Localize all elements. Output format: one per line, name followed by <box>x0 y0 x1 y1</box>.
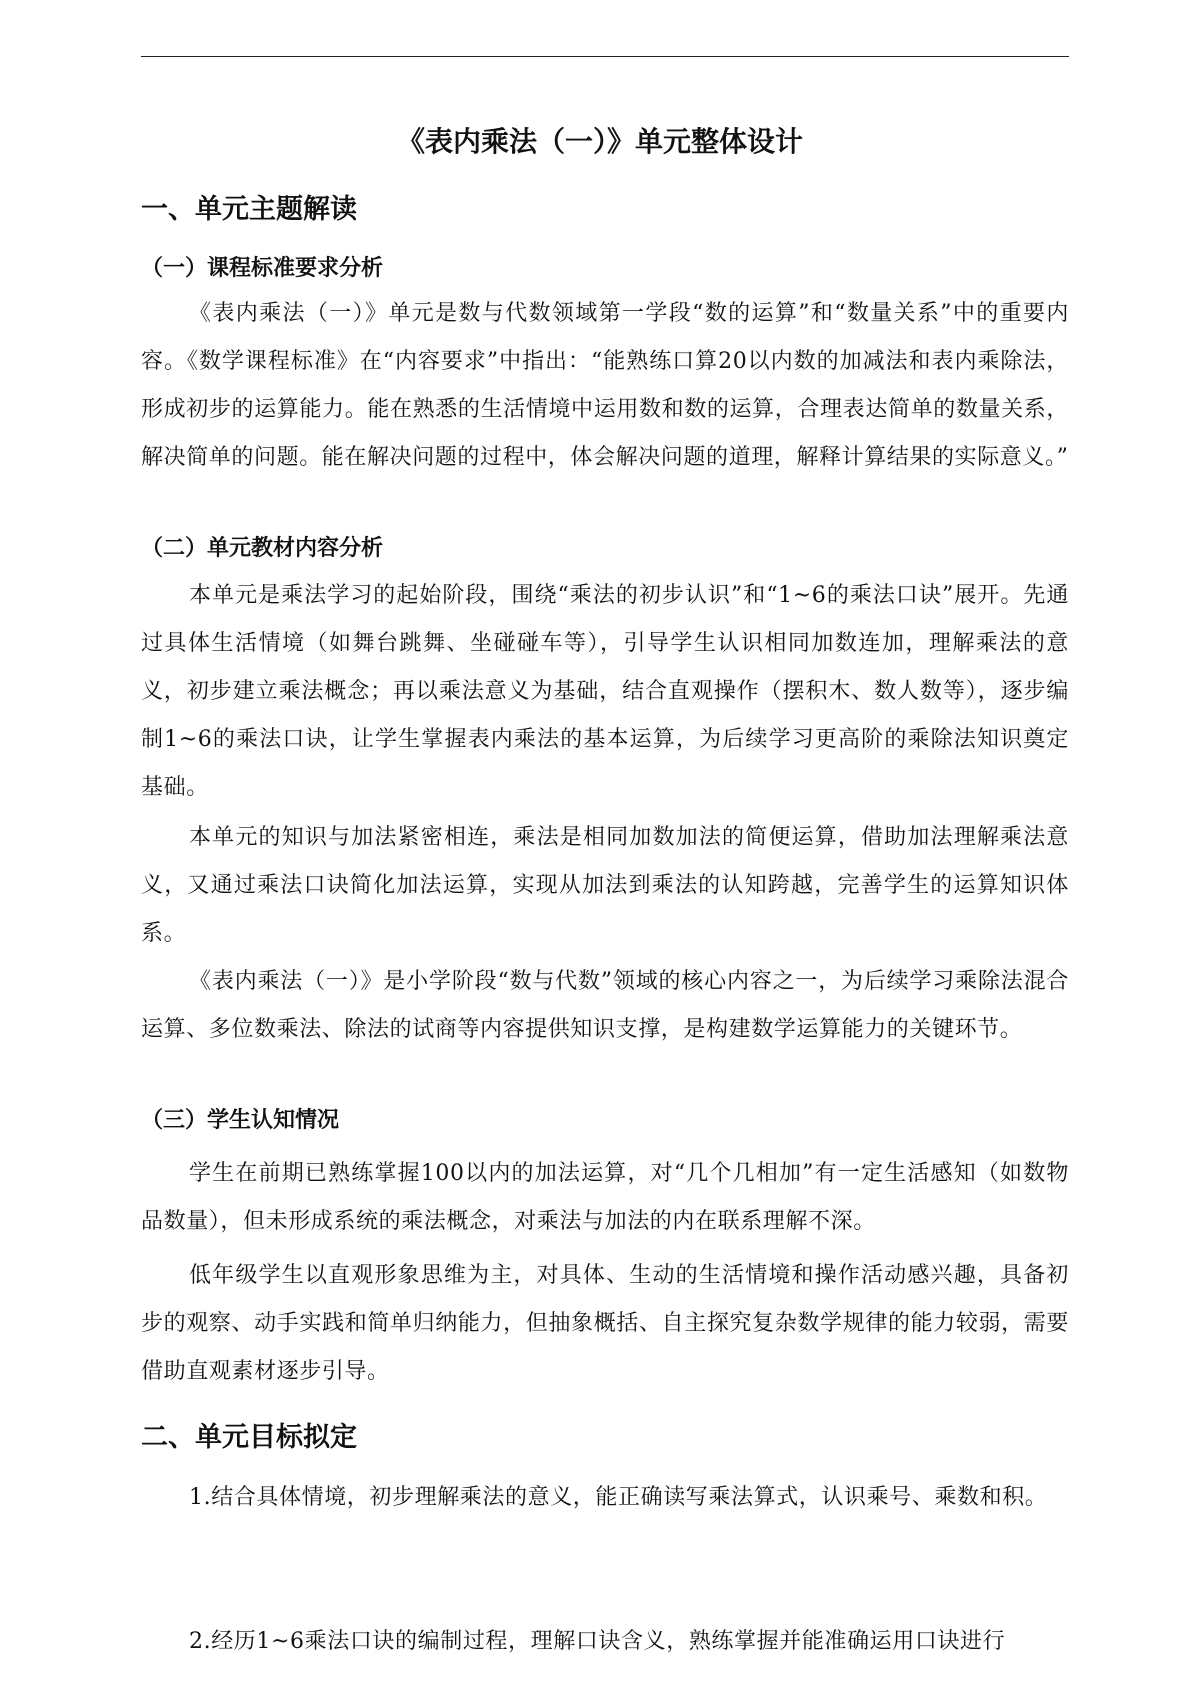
paragraph-content-analysis-3: 《表内乘法（一）》是小学阶段“数与代数”领域的核心内容之一，为后续学习乘除法混合运算、多位数乘法、除法的试商等内容提供知识支撑，是构建数学运算能力的关键环节。 <box>141 969 1069 1042</box>
paragraph-content-analysis-2: 本单元的知识与加法紧密相连，乘法是相同加数加法的简便运算，借助加法理解乘法意义，又通过乘法口诀简化加法运算，实现从加法到乘法的认知跨越，完善学生的运算知识体系。 <box>141 825 1069 946</box>
section-1-heading: 一、单元主题解读 <box>141 194 357 225</box>
subsection-1-3-heading: （三）学生认知情况 <box>141 1108 340 1133</box>
paragraph-content-analysis-1: 本单元是乘法学习的起始阶段，围绕“乘法的初步认识”和“1~6的乘法口诀”展开。先通过具体生活情境（如舞台跳舞、坐碰碰车等），引导学生认识相同加数连加，理解乘法的意义，初步建立乘法概念；再以乘法意义为基础，结合直观操作（摆积木、数人数等），逐步编制1~6的乘法口诀，让学生掌握表内乘法的基本运算，为后续学习更高阶的乘除法知识奠定基础。 <box>141 583 1069 800</box>
paragraph-student-cognition-1: 学生在前期已熟练掌握100以内的加法运算，对“几个几相加”有一定生活感知（如数物品数量），但未形成系统的乘法概念，对乘法与加法的内在联系理解不深。 <box>141 1161 1069 1234</box>
goal-item-1: 1.结合具体情境，初步理解乘法的意义，能正确读写乘法算式，认识乘号、乘数和积。 <box>189 1485 1048 1510</box>
paragraph-curriculum-standard: 《表内乘法（一）》单元是数与代数领域第一学段“数的运算”和“数量关系”中的重要内容。《数学课程标准》在“内容要求”中指出：“能熟练口算20以内数的加减法和表内乘除法，形成初步的运算能力。能在熟悉的生活情境中运用数和数的运算，合理表达简单的数量关系，解决简单的问题。能在解决问题的过程中，体会解决问题的道理，解释计算结果的实际意义。” <box>141 301 1069 470</box>
section-2-heading: 二、单元目标拟定 <box>141 1422 357 1453</box>
goal-item-2: 2.经历1~6乘法口诀的编制过程，理解口诀含义，熟练掌握并能准确运用口诀进行 <box>189 1629 1006 1654</box>
header-rule <box>141 56 1069 57</box>
subsection-1-2-heading: （二）单元教材内容分析 <box>141 536 384 561</box>
document-title: 《表内乘法（一）》单元整体设计 <box>396 125 803 158</box>
paragraph-student-cognition-2: 低年级学生以直观形象思维为主，对具体、生动的生活情境和操作活动感兴趣，具备初步的观察、动手实践和简单归纳能力，但抽象概括、自主探究复杂数学规律的能力较弱，需要借助直观素材逐步引导。 <box>141 1263 1069 1384</box>
subsection-1-1-heading: （一）课程标准要求分析 <box>141 256 384 281</box>
